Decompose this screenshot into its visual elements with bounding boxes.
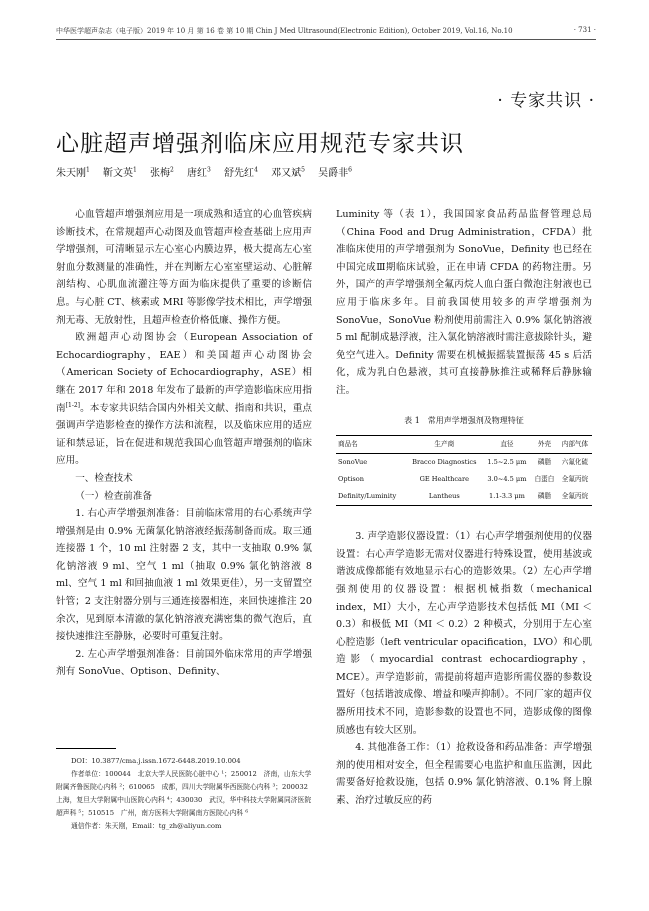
table-cell: Definity/Luminity bbox=[338, 492, 397, 501]
table-header-row bbox=[336, 436, 592, 454]
table-cell: GE Healthcare bbox=[419, 475, 470, 484]
left-column bbox=[56, 206, 312, 681]
journal-info: 中华医学超声杂志（电子版）2019 年 10 月 第 16 卷 第 10 期 Chin J Med Ultrasound(Electronic Edition), October 2019, Vol.16, No.10 bbox=[56, 27, 513, 35]
table-cell: SonoVue bbox=[338, 458, 368, 467]
paragraph-agents: Luminity 等（表 1），我国国家食品药品监督管理总局（China Food and Drug Administration，CFDA）批准临床使用的声学增强剂为 SonoVue，Definity 也已经在中国完成Ⅲ期临床试验，正在申请 CFDA 的药物注册。另外，国产的声学增强剂全氟丙烷人血白蛋白微泡注射液也已应用于临床多年。目前我国使用较多的声学增强剂为 SonoVue，SonoVue 粉剂使用前需注入 0.9% 氯化钠溶液 5 ml 配制成悬浮液，注入氯化钠溶液时需注意拔除针头，避免空气进入。Definity 需要在机械振摇装置振荡 45 s 后活化，成为乳白色悬液，其可直接静脉推注或稀释后静脉输注。 bbox=[336, 209, 592, 396]
table-header-cell: 外壳 bbox=[537, 440, 552, 449]
author: 张梅$^2$ bbox=[150, 166, 174, 179]
table-header-cell: 商品名 bbox=[338, 440, 358, 449]
table-row bbox=[336, 488, 592, 506]
subsection-heading: （一）检查前准备 bbox=[75, 490, 152, 502]
table-header-cell: 直径 bbox=[500, 440, 514, 449]
article-title: 心脏超声增强剂临床应用规范专家共识 bbox=[56, 131, 464, 157]
footnote bbox=[56, 748, 315, 833]
page-number: · 731 · bbox=[573, 26, 596, 34]
table-caption: 表 1 常用声学增强剂及物理特征 bbox=[404, 415, 524, 425]
corresponding-author: 通信作者：朱天刚，Email：tg_zh@aliyun.com bbox=[70, 822, 222, 830]
paragraph-intro: 心血管超声增强剂应用是一项成熟和适宜的心血管疾病诊断技术，在常规超声心动图及血管超声检查基础上应用声学增强剂，可清晰显示左心室心内膜边界，极大提高左心室射血分数测量的准确性，并在判断左心室室壁运动、心脏解剖结构、心肌血流灌注等方面为临床提供了重要的诊断信息。与心脏 CT、核素或 MRI 等影像学技术相比，声学增强剂无毒、无放射性，且超声检查价格低廉、操作方便。 bbox=[56, 209, 312, 326]
right-column bbox=[336, 206, 592, 810]
author: 靳文英$^1$ bbox=[103, 166, 137, 179]
table-cell: 磷脂 bbox=[537, 458, 552, 467]
table-cell: 六氟化硫 bbox=[561, 458, 589, 467]
table-cell: 白蛋白 bbox=[534, 475, 555, 484]
table-header-cell: 内部气体 bbox=[561, 440, 589, 449]
table-cell: Lantheus bbox=[428, 492, 460, 501]
paragraph-guidelines: 欧洲超声心动图协会（European Association of Echocardiography，EAE）和美国超声心动图协会（American Society of Echocardiography，ASE）相继在 2017 年和 2018 年发布了最新的声学造影临床应用指南[1-2]。本专家共识结合国内外相关文献、指南和共识，重点强调声学造影检查的操作方法和流程，以及临床应用的适应证和禁忌证，旨在促进和规范我国心血管超声增强剂的临床应用。 bbox=[56, 332, 313, 467]
table-cell: 1.5~2.5 μm bbox=[487, 458, 527, 467]
table-cell: 全氟丙烷 bbox=[561, 475, 589, 484]
doi: DOI：10.3877/cma.j.issn.1672-6448.2019.10.004 bbox=[70, 757, 241, 765]
author-affiliations: 作者单位：100044 北京大学人民医院心脏中心 ¹；250012 济南，山东大学附属齐鲁医院心内科 ²；610065 成都，四川大学附属华西医院心内科 ³；200032 上海，复旦大学附属中山医院心内科 ⁴；430030 武汉，华中科技大学附属同济医院超声科 ⁵；510515 广州，南方医科大学附属南方医院心内科 ⁶ bbox=[56, 770, 315, 817]
agents-table bbox=[336, 435, 592, 506]
table-cell: 1.1-3.3 μm bbox=[489, 492, 525, 501]
table-row bbox=[336, 471, 592, 488]
author: 唐红$^3$ bbox=[187, 166, 211, 179]
citation-ref: [1-2] bbox=[65, 401, 81, 409]
section-label: · 专家共识 · bbox=[497, 91, 595, 111]
table-header-cell: 生产商 bbox=[434, 440, 455, 449]
running-header bbox=[56, 26, 596, 40]
author-list bbox=[56, 164, 352, 179]
author: 邓又斌$^5$ bbox=[271, 166, 305, 179]
paragraph-left-heart-prep: 2. 左心声学增强剂准备：目前国外临床常用的声学增强剂有 SonoVue、Optison、Definity、 bbox=[56, 648, 312, 678]
author: 吴爵非$^6$ bbox=[318, 166, 352, 179]
table-cell: 全氟丙烷 bbox=[561, 492, 589, 501]
table-cell: 磷脂 bbox=[537, 492, 552, 501]
paragraph-instrument-settings: 3. 声学造影仪器设置：（1）右心声学增强剂使用的仪器设置：右心声学造影无需对仪器进行特殊设置，使用基波或谐波成像都能有效地显示右心的造影效果。（2）左心声学增强剂使用的仪器设置：根据机械指数（mechanical index，MI）大小，左心声学造影技术包括低 MI（MI ＜ 0.3）和极低 MI（MI ＜ 0.2）2 种模式，分别用于左心室心腔造影（left ventricular opacification，LVO）和心肌造影（myocardial contrast echocardiography，MCE）。声学造影前，需提前将超声造影所需仪器的参数设置好（包括谐波成像、增益和噪声抑制）。不同厂家的超声仪器所用技术不同，造影参数的设置也不同，造影成像的图像质感也有较大区别。 bbox=[336, 531, 592, 736]
author: 朱天刚$^1$ bbox=[56, 166, 90, 179]
table-cell: Optison bbox=[338, 475, 364, 484]
paragraph-right-heart-prep: 1. 右心声学增强剂准备：目前临床常用的右心系统声学增强剂是由 0.9% 无菌氯化钠溶液经振荡制备而成。取三通连接器 1 个，10 ml 注射器 2 支，其中一支抽取 0.9% 氯化钠溶液 9 ml、空气 1 ml（抽取 0.9% 氯化钠溶液 8 ml、空气 1 ml 和回抽血液 1 ml 效果更佳），另一支留置空针管；2 支注射器分别与三通连接器相连，来回快速推注 20 余次，见到原本清澈的氯化钠溶液充满密集的微气泡后，直接快速推注至静脉，必要时可重复注射。 bbox=[56, 508, 312, 643]
author: 舒先红$^4$ bbox=[224, 166, 258, 179]
paragraph-other-prep: 4. 其他准备工作：（1）抢救设备和药品准备：声学增强剂的使用相对安全，但全程需要心电监护和血压监测，因此需要备好抢救设施，包括 0.9% 氯化钠溶液、0.1% 肾上腺素、治疗过敏反应的药 bbox=[336, 742, 592, 807]
section-heading: 一、检查技术 bbox=[75, 472, 133, 484]
table-cell: Bracco Diagnostics bbox=[412, 458, 477, 467]
table-row bbox=[336, 454, 592, 472]
footnote-rule bbox=[56, 748, 116, 749]
table-cell: 3.0~4.5 μm bbox=[487, 475, 527, 484]
